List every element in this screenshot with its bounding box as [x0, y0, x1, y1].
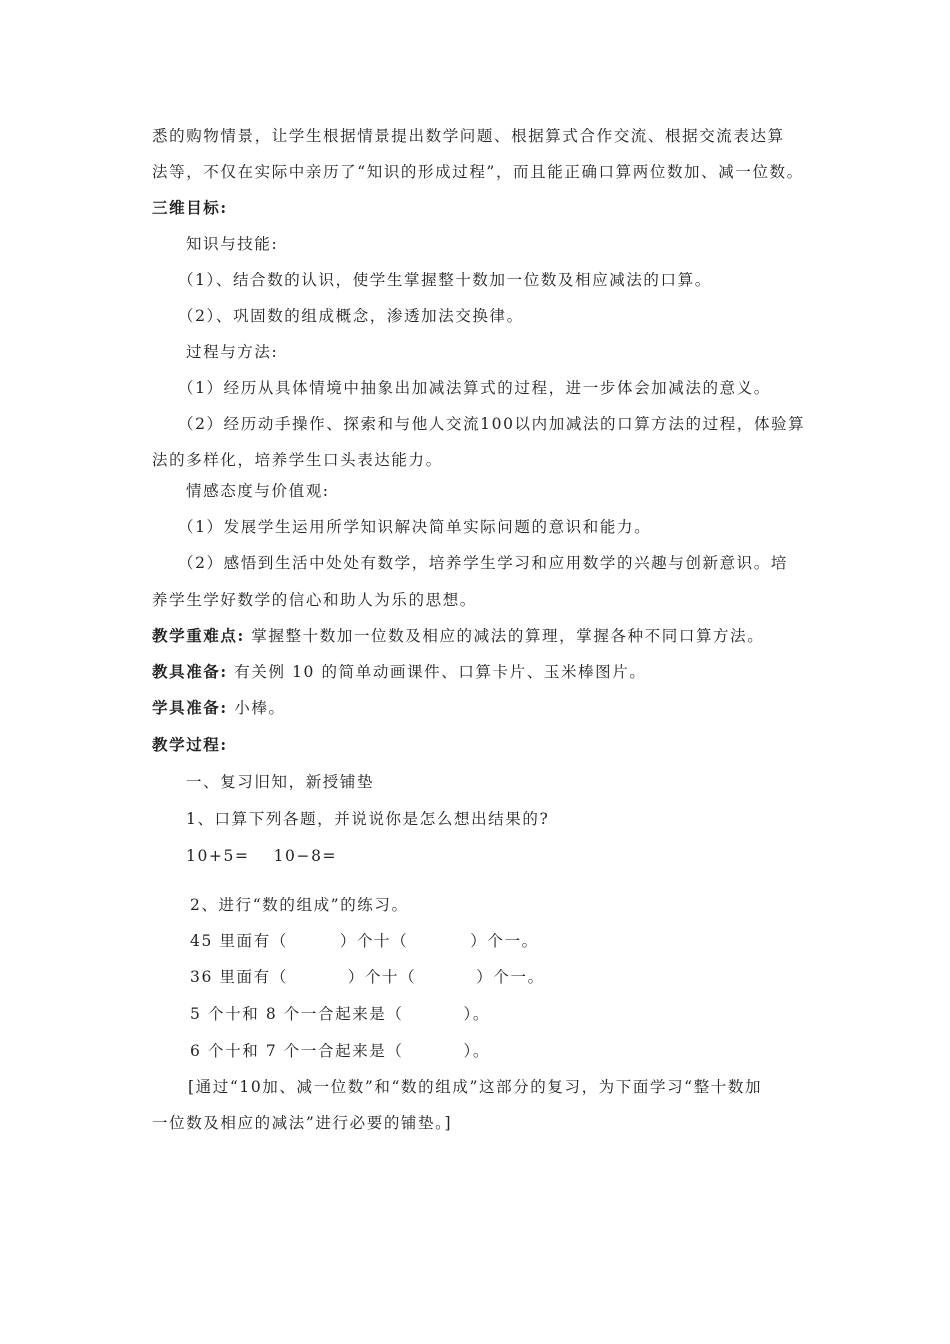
q2-3-part-b: ）。 — [463, 1005, 490, 1023]
emotion-item-1: （1）发展学生运用所学知识解决简单实际问题的意识和能力。 — [178, 518, 652, 536]
emotion-item-2-line-1: （2）感悟到生活中处处有数学，培养学生学习和应用数学的兴趣与创新意识。培 — [178, 554, 788, 572]
emotion-heading: 情感态度与价值观: — [186, 482, 330, 500]
q2-1-part-a: 45 里面有（ — [190, 932, 288, 950]
emotion-item-2-line-2: 养学生学好数学的信心和助人为乐的思想。 — [152, 591, 477, 609]
question-2-item-2 — [190, 967, 545, 987]
process-method-item-2-line-2: 法的多样化，培养学生口头表达能力。 — [152, 451, 443, 469]
q2-2-part-a: 36 里面有（ — [190, 968, 288, 986]
question-1: 1、口算下列各题，并说说你是怎么想出结果的? — [186, 810, 550, 828]
q2-4-part-a: 6 个十和 7 个一合起来是（ — [190, 1042, 404, 1060]
student-tools — [152, 698, 286, 718]
q2-1-part-c: ）个一。 — [470, 932, 539, 950]
teacher-tools-label: 教具准备: — [152, 662, 228, 681]
student-tools-label: 学具准备: — [152, 698, 228, 717]
q2-4-part-b: ）。 — [463, 1042, 490, 1060]
q2-2-part-c: ）个一。 — [476, 968, 545, 986]
teaching-process-heading: 教学过程: — [152, 735, 228, 754]
q2-1-part-b: ）个十（ — [339, 932, 409, 950]
question-2-item-1 — [190, 931, 539, 951]
review-note-line-2: 一位数及相应的减法”进行必要的铺垫。] — [152, 1114, 453, 1132]
q2-3-part-a: 5 个十和 8 个一合起来是（ — [190, 1005, 404, 1023]
goals-heading: 三维目标: — [152, 198, 228, 217]
question-2-item-3 — [190, 1004, 490, 1024]
teacher-tools — [152, 662, 646, 682]
section-1-title: 一、复习旧知，新授铺垫 — [186, 773, 375, 791]
knowledge-item-2: （2）、巩固数的组成概念，渗透加法交换律。 — [178, 307, 524, 325]
student-tools-text: 小棒。 — [227, 699, 286, 717]
knowledge-item-1: （1）、结合数的认识，使学生掌握整十数加一位数及相应减法的口算。 — [178, 271, 712, 289]
expression-a: 10+5= — [186, 847, 250, 865]
question-1-expressions — [186, 846, 337, 866]
teacher-tools-text: 有关例 10 的简单动画课件、口算卡片、玉米棒图片。 — [227, 663, 647, 681]
process-method-item-1: （1）经历从具体情境中抽象出加减法算式的过程，进一步体会加减法的意义。 — [178, 379, 771, 397]
process-method-heading: 过程与方法: — [186, 343, 279, 361]
process-method-item-2-line-1: （2）经历动手操作、探索和与他人交流100以内加减法的口算方法的过程，体验算 — [178, 415, 806, 433]
knowledge-heading: 知识与技能: — [186, 235, 279, 253]
review-note-line-1: [通过“10加、减一位数”和“数的组成”这部分的复习，为下面学习“整十数加 — [188, 1078, 763, 1096]
key-points — [152, 626, 764, 646]
q2-2-part-b: ）个十（ — [347, 968, 417, 986]
intro-line-2: 法等，不仅在实际中亲历了“知识的形成过程”，而且能正确口算两位数加、减一位数。 — [152, 163, 804, 181]
expression-b: 10−8= — [273, 847, 338, 865]
question-2: 2、进行“数的组成”的练习。 — [190, 896, 409, 914]
intro-line-1: 悉的购物情景，让学生根据情景提出数学问题、根据算式合作交流、根据交流表达算 — [152, 127, 785, 145]
question-2-item-4 — [190, 1041, 490, 1061]
key-points-label: 教学重难点: — [152, 626, 245, 645]
key-points-text: 掌握整十数加一位数及相应的减法的算理，掌握各种不同口算方法。 — [244, 627, 765, 645]
